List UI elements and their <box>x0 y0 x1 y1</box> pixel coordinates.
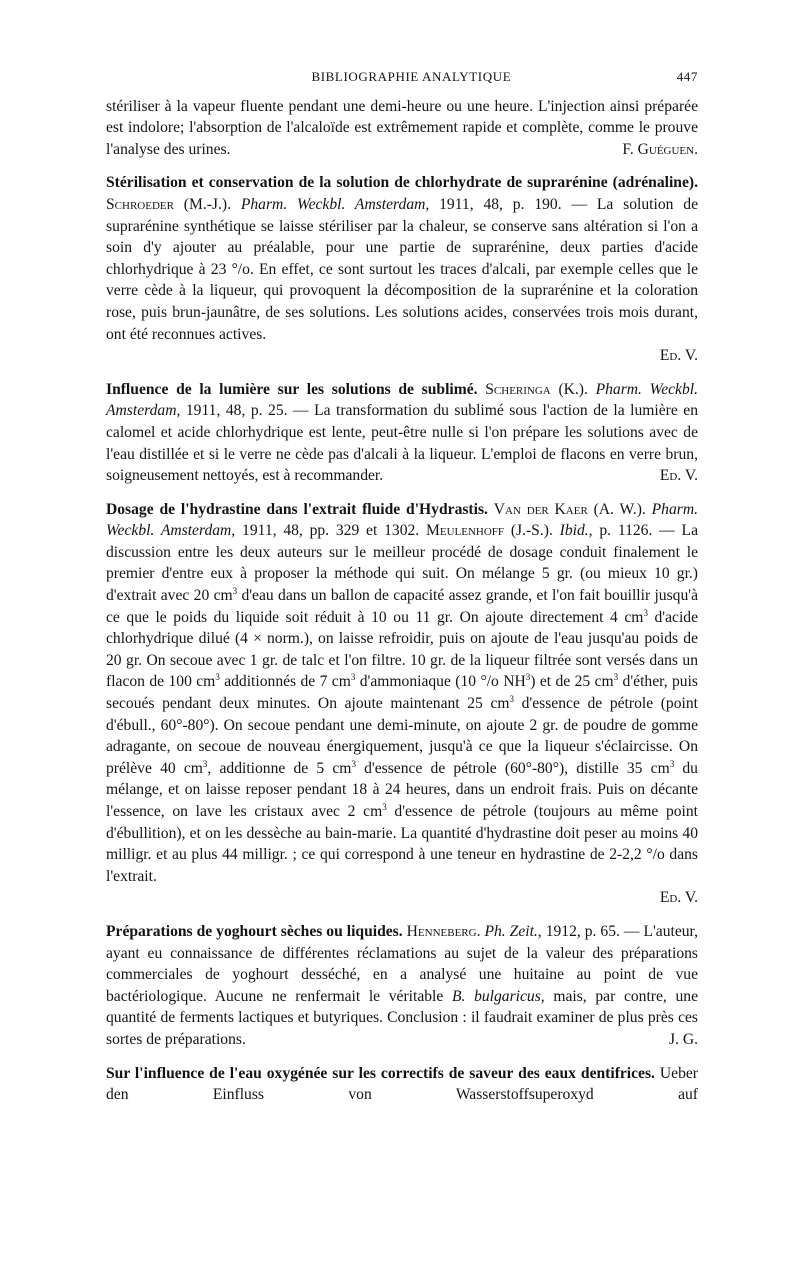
article-signature: F. Guéguen. <box>622 140 698 158</box>
article-journal: Pharm. Weckbl. Amsterdam, <box>240 195 430 213</box>
article-hydrastine <box>106 499 698 909</box>
article-journal-2: Ibid., <box>559 522 593 540</box>
article-text <box>106 172 698 345</box>
article-title: Stérilisation et conservation de la solution de chlorhydrate de suprarénine (adrénaline). <box>106 174 698 192</box>
article-journal: Pharm. Weckbl. Amsterdam, <box>106 500 698 540</box>
article-title: Préparations de yoghourt sèches ou liquides. <box>106 922 403 940</box>
article-text <box>106 499 698 888</box>
article-journal: Pharm. Weckbl. Amsterdam, <box>106 380 698 420</box>
article-author: Van der Kaer (A. W.). <box>493 500 646 518</box>
article-signature: J. G. <box>668 1030 698 1048</box>
article-yoghourt <box>106 921 698 1051</box>
article-sublime <box>106 379 698 487</box>
article-text <box>106 379 698 487</box>
article-signature: Ed. V. <box>659 467 698 485</box>
article-body: — La solution de suprarénine synthétique se laisse stériliser par la chaleur, se conserve sans altération si l'on a soin d'y ajouter au préalable, pour une partie de suprarénine, deux parties d'acide chlorhydrique à 23 °/o. En effet, ce sont surtout les traces d'alcali, par exemple celles que le verre cède à la liqueur, qui provoquent la décomposition de la suprarénine et la coloration rose, puis brun-jaunâtre, de ses solutions. Les solutions acides, conservées trois mois durant, ont été reconnues actives. <box>106 195 698 343</box>
article-reference-2: p. 1126. <box>599 522 653 540</box>
article-reference: 1911, 48, pp. 329 et 1302. <box>242 522 420 540</box>
article-text <box>106 1063 698 1106</box>
article-eau-oxygenee <box>106 1063 698 1106</box>
article-author: Scheringa (K.). <box>485 380 588 398</box>
article-title: Sur l'influence de l'eau oxygénée sur les correctifs de saveur des eaux dentifrices. <box>106 1064 655 1082</box>
article-body: — La discussion entre les deux auteurs sur le meilleur procédé de dosage conduit finalement le premier d'entre eux à proposer la méthode qui suit. On mélange 5 gr. (ou mieux 10 gr.) d'extrait avec 20 $cm^3$ d'eau dans un ballon de capacité assez grande, et l'on fait bouillir jusqu'à ce que le poids du liquide soit réduit à 10 ou 11 gr. On ajoute directement 4 $cm^3$ d'acide chlorhydrique dilué (4 × norm.), on laisse refroidir, puis on ajoute de l'eau jusqu'au poids de 20 gr. On secoue avec 1 gr. de talc et l'on filtre. 10 gr. de la liqueur filtrée sont versés dans un flacon de 100 $cm^3$ additionnés de 7 $cm^3$ d'ammoniaque (10 °/o $NH^3$) et de 25 $cm^3$ d'éther, puis secoués pendant deux minutes. On ajoute maintenant 25 $cm^3$ d'essence de pétrole (point d'ébull., 60°-80°). On secoue pendant une demi-minute, on ajoute 2 gr. de poudre de gomme adragante, on secoue de nouveau énergiquement, jusqu'à ce que la liqueur s'éclaircisse. On prélève 40 $cm^3$, additionne de 5 $cm^3$ d'essence de pétrole (60°-80°), distille 35 $cm^3$ du mélange, et on laisse reposer pendant 18 à 24 heures, dans un endroit frais. Puis on décante l'essence, on lave les cristaux avec 2 $cm^3$ d'essence de pétrole (toujours au même point d'ébullition), et on les dessèche au bain-marie. La quantité d'hydrastine doit peser au moins 40 milligr. et au plus 44 milligr. ; ce qui correspond à une teneur en hydrastine de 2-2,2 °/o dans l'extrait. <box>106 522 698 885</box>
article-journal: Ph. Zeit., <box>484 922 542 940</box>
article-reference: 1911, 48, p. 25. <box>185 402 288 420</box>
article-reference: 1911, 48, p. 190. <box>439 195 562 213</box>
article-title: Influence de la lumière sur les solutions de sublimé. <box>106 380 478 398</box>
running-header <box>106 66 698 88</box>
article-author: Schroeder (M.-J.). <box>106 195 231 213</box>
document-page <box>106 66 698 1118</box>
article-title: Dosage de l'hydrastine dans l'extrait fluide d'Hydrastis. <box>106 500 488 518</box>
article-reference: 1912, p. 65. <box>545 922 620 940</box>
article-author: Henneberg. <box>406 922 481 940</box>
article-body: Ueber den Einfluss von Wasserstoffsuperoxyd auf <box>106 1064 698 1104</box>
page-number: 447 <box>676 69 698 84</box>
species-name: B. bulgaricus, <box>451 987 545 1005</box>
article-continued <box>106 96 698 161</box>
article-suprarenine <box>106 172 698 366</box>
article-body: — La transformation du sublimé sous l'action de la lumière en calomel et acide chlorhydrique est lente, peut-être nulle si l'on prépare les solutions avec de l'eau distillée et si le verre ne cède pas d'alcali à la liqueur. L'emploi de flacons en verre brun, soigneusement nettoyés, est à recommander. <box>106 402 699 485</box>
running-title: BIBLIOGRAPHIE ANALYTIQUE <box>311 69 512 84</box>
article-body: stériliser à la vapeur fluente pendant une demi-heure ou une heure. L'injection ainsi préparée est indolore; l'absorption de l'alcaloïde est extrêmement rapide et complète, comme le prouve l'analyse des urines. F. Guéguen. <box>106 96 698 161</box>
article-body: — L'auteur, ayant eu connaissance de différentes réclamations au sujet de la valeur des préparations commerciales de yoghourt desséché, en a analysé une huitaine au point de vue bactériologique. Aucune ne renfermait le véritable B. bulgaricus, mais, par contre, une quantité de ferments lactiques et butyriques. Conclusion : il faudrait examiner de plus près ces sortes de préparations. <box>106 922 699 1048</box>
article-author-2: Meulenhoff (J.-S.). <box>426 522 553 540</box>
article-text <box>106 921 698 1051</box>
article-signature: Ed. V. <box>659 889 698 907</box>
article-signature: Ed. V. <box>659 347 698 365</box>
